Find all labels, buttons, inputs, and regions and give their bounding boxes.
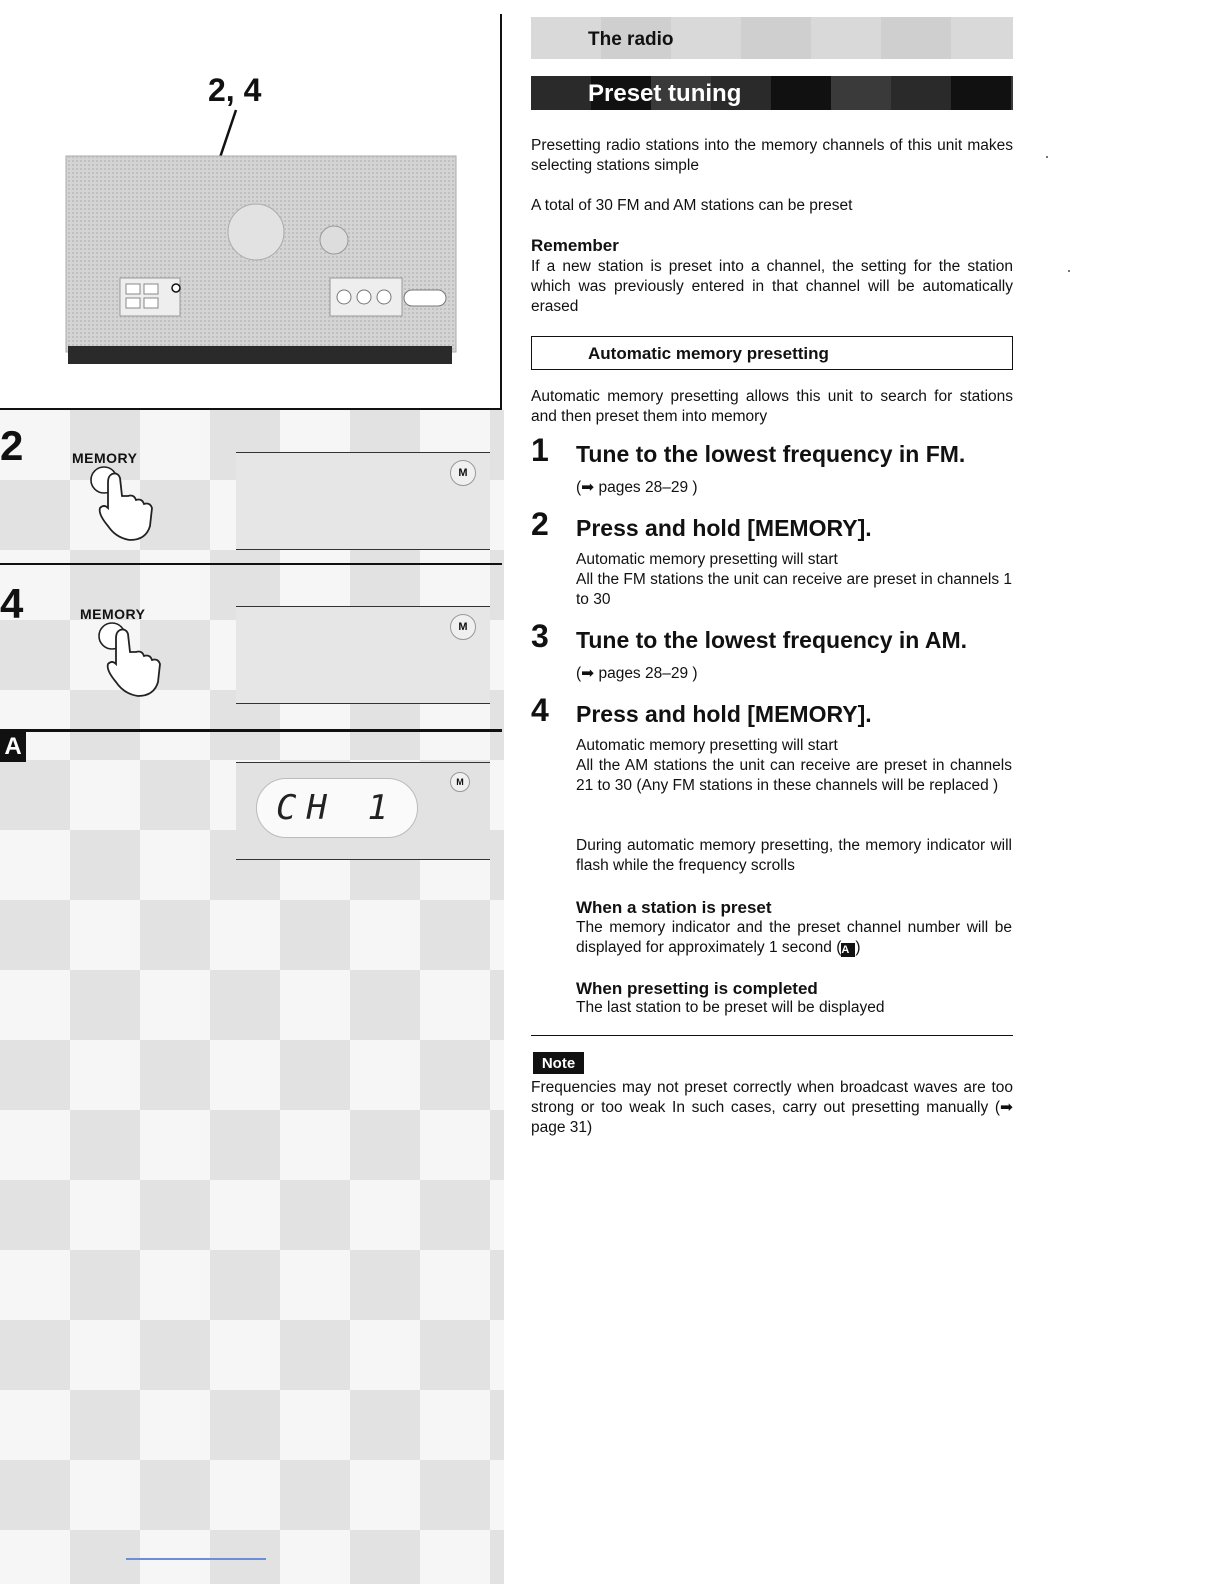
when-preset-text — [576, 918, 1012, 958]
scan-speck — [1046, 156, 1048, 158]
step-text: All the FM stations the unit can receive are preset in channels 1 to 30 — [576, 571, 1012, 608]
when-completed-text: The last station to be preset will be displayed — [576, 999, 885, 1016]
page-edge-mark — [126, 1558, 266, 1560]
when-preset-close: ) — [855, 939, 861, 956]
divider — [531, 1035, 1013, 1036]
intro-paragraph: A total of 30 FM and AM stations can be preset — [531, 197, 853, 214]
hand-press-icon — [86, 464, 162, 548]
channel-display-text: CH 1 — [276, 788, 398, 828]
frame-divider — [0, 729, 502, 732]
section-title: The radio — [588, 29, 674, 50]
step-number: 1 — [531, 432, 549, 468]
memory-indicator-icon: M — [450, 460, 476, 486]
illustration-column — [0, 0, 504, 1584]
page-reference: (➡ pages 28–29 ) — [576, 479, 698, 496]
note-text: Frequencies may not preset correctly when broadcast waves are too strong or too weak In such cases, carry out presetting manually (➡ page 31) — [531, 1079, 1013, 1136]
memory-button-label: MEMORY — [80, 606, 146, 622]
background-pattern — [0, 410, 504, 1584]
step-text: Automatic memory presetting will start — [576, 737, 838, 754]
receiver-unit-illustration — [60, 108, 460, 370]
memory-indicator-icon: M — [450, 614, 476, 640]
auto-memory-title: Automatic memory presetting — [588, 344, 829, 363]
step-callout: 2, 4 — [208, 72, 262, 108]
when-preset-body: The memory indicator and the preset channel number will be displayed for approximately 1 second ( — [576, 919, 1012, 956]
step-title: Tune to the lowest frequency in FM. — [576, 441, 966, 467]
remember-text: If a new station is preset into a channel, the setting for the station which was previously entered in that channel will be automatically erased — [531, 258, 1013, 315]
page-reference: (➡ pages 28–29 ) — [576, 665, 698, 682]
auto-memory-box — [531, 336, 1013, 370]
step-number: 2 — [531, 506, 549, 542]
note-badge: Note — [533, 1052, 584, 1074]
intro-paragraph: Presetting radio stations into the memory channels of this unit makes selecting stations simple — [531, 137, 1013, 174]
when-preset-heading: When a station is preset — [576, 898, 772, 917]
step-title: Press and hold [MEMORY]. — [576, 515, 872, 541]
step-title: Tune to the lowest frequency in AM. — [576, 627, 968, 653]
label-a-inline-badge: A — [841, 943, 855, 957]
page-title: Preset tuning — [588, 80, 742, 107]
page-title-bar — [531, 76, 1013, 110]
illustration-step-2: 2 — [0, 422, 24, 469]
scan-speck — [1068, 270, 1070, 272]
step-text: All the AM stations the unit can receive are preset in channels 21 to 30 (Any FM stations in these channels will be replaced ) — [576, 757, 1012, 794]
step-title: Press and hold [MEMORY]. — [576, 701, 872, 727]
memory-indicator-icon: M — [450, 772, 470, 792]
frame-divider — [0, 563, 502, 565]
during-text: During automatic memory presetting, the memory indicator will flash while the frequency scrolls — [576, 837, 1012, 874]
step-number: 4 — [531, 692, 549, 728]
label-a-badge: A — [0, 732, 26, 762]
memory-button-label: MEMORY — [72, 450, 138, 466]
when-completed-heading: When presetting is completed — [576, 979, 818, 998]
channel-display — [256, 778, 418, 838]
section-header — [531, 17, 1013, 59]
step-text: Automatic memory presetting will start — [576, 551, 838, 568]
frame-divider — [0, 408, 502, 410]
step-number: 3 — [531, 618, 549, 654]
illustration-step-4: 4 — [0, 580, 24, 627]
remember-heading: Remember — [531, 236, 619, 255]
auto-memory-description: Automatic memory presetting allows this unit to search for stations and then preset them into memory — [531, 388, 1013, 425]
frame-divider — [500, 14, 502, 410]
hand-press-icon — [94, 620, 170, 704]
